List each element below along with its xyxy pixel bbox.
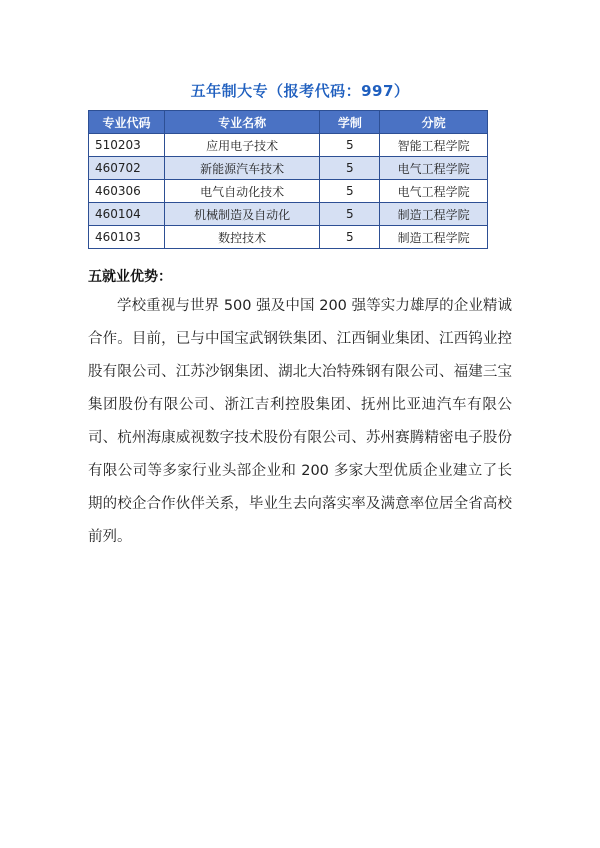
cell-name: 机械制造及自动化: [164, 203, 320, 226]
table-row: [89, 203, 488, 226]
cell-name: 应用电子技术: [164, 134, 320, 157]
cell-college: 制造工程学院: [380, 226, 488, 249]
cell-college: 制造工程学院: [380, 203, 488, 226]
cell-college: 智能工程学院: [380, 134, 488, 157]
cell-code: 510203: [89, 134, 165, 157]
cell-college: 电气工程学院: [380, 180, 488, 203]
cell-name: 新能源汽车技术: [164, 157, 320, 180]
cell-years: 5: [320, 157, 380, 180]
cell-years: 5: [320, 134, 380, 157]
majors-table: [88, 110, 488, 249]
cell-years: 5: [320, 226, 380, 249]
header-code: 专业代码: [89, 111, 165, 134]
table-row: [89, 180, 488, 203]
table-row: [89, 157, 488, 180]
cell-code: 460104: [89, 203, 165, 226]
cell-years: 5: [320, 180, 380, 203]
cell-code: 460103: [89, 226, 165, 249]
cell-code: 460702: [89, 157, 165, 180]
cell-name: 电气自动化技术: [164, 180, 320, 203]
table-row: [89, 226, 488, 249]
cell-name: 数控技术: [164, 226, 320, 249]
table-header-row: [89, 111, 488, 134]
header-name: 专业名称: [164, 111, 320, 134]
table-row: [89, 134, 488, 157]
cell-college: 电气工程学院: [380, 157, 488, 180]
header-years: 学制: [320, 111, 380, 134]
page-title: 五年制大专（报考代码：997）: [190, 82, 410, 100]
header-college: 分院: [380, 111, 488, 134]
cell-code: 460306: [89, 180, 165, 203]
body-paragraph: 学校重视与世界 500 强及中国 200 强等实力雄厚的企业精诚合作。目前，已与中国宝武钢铁集团、江西铜业集团、江西钨业控股有限公司、江苏沙钢集团、湖北大冶特殊钢有限公司、福建三宝集团股份有限公司、浙江吉利控股集团、抚州比亚迪汽车有限公司、杭州海康威视数字技术股份有限公司、苏州赛腾精密电子股份有限公司等多家行业头部企业和 200 多家大型优质企业建立了长期的校企合作伙伴关系，毕业生去向落实率及满意率位居全省高校前列。: [88, 298, 512, 545]
cell-years: 5: [320, 203, 380, 226]
section-heading: 五就业优势：: [88, 269, 172, 285]
